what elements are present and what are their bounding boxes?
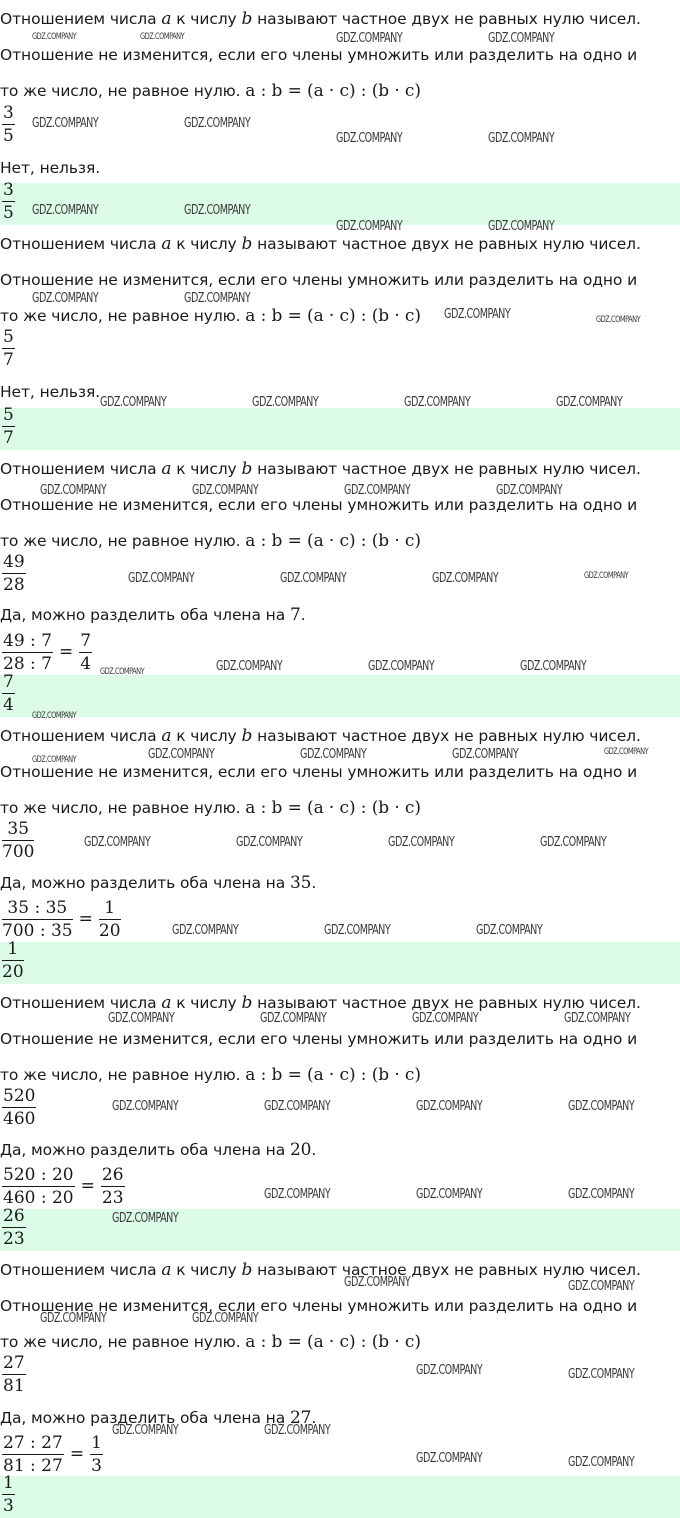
rule-definition (0, 229, 641, 259)
answer-highlight (0, 675, 680, 717)
watermark: GDZ.COMPANY (388, 835, 455, 850)
rule-text: называют частное двух не равных нулю чисел. (252, 460, 641, 478)
task-fraction-numerator: 27 (3, 1353, 25, 1373)
rule-property: Отношение не изменится, если его члены умножить или разделить на одно и (0, 46, 638, 64)
watermark: GDZ.COMPANY (452, 747, 519, 762)
rule-text: называют частное двух не равных нулю чисел. (252, 727, 641, 745)
watermark: GDZ.COMPANY (324, 923, 391, 938)
answer-text: Да, можно разделить оба члена на (0, 1409, 290, 1427)
reduction-fraction (2, 897, 73, 941)
watermark: GDZ.COMPANY (264, 1099, 331, 1114)
reduction-denominator: 28 : 7 (3, 653, 52, 674)
final-answer-fraction-denominator: 20 (2, 962, 24, 982)
rule-definition (0, 1255, 641, 1285)
reduction-calculation (2, 630, 92, 674)
result-numerator: 26 (101, 1164, 124, 1185)
rule-property-cont (0, 1060, 421, 1090)
watermark: GDZ.COMPANY (192, 483, 259, 498)
task-fraction-numerator: 3 (3, 103, 14, 123)
watermark: GDZ.COMPANY (184, 116, 251, 131)
variable-a: a (161, 993, 172, 1013)
watermark: GDZ.COMPANY (40, 483, 107, 498)
watermark: GDZ.COMPANY (556, 395, 623, 410)
property-formula: a : b = (a · c) : (b · c) (245, 306, 421, 326)
divisor: 27 (289, 1408, 312, 1428)
property-formula: a : b = (a · c) : (b · c) (245, 1332, 421, 1352)
task-fraction (2, 1085, 36, 1133)
task-fraction-denominator: 460 (3, 1109, 36, 1129)
rule-text: называют частное двух не равных нулю чисел. (252, 994, 641, 1012)
variable-b: b (241, 993, 253, 1013)
watermark: GDZ.COMPANY (568, 1455, 635, 1470)
final-answer-fraction-numerator: 1 (7, 939, 19, 959)
watermark: GDZ.COMPANY (112, 1099, 179, 1114)
watermark: GDZ.COMPANY (32, 116, 99, 131)
watermark: GDZ.COMPANY (252, 395, 319, 410)
rule-property-cont (0, 793, 421, 823)
period: . (300, 606, 306, 624)
watermark: GDZ.COMPANY (344, 1275, 411, 1290)
watermark: GDZ.COMPANY (300, 747, 367, 762)
answer-text: Да, можно разделить оба члена на (0, 606, 290, 624)
watermark: GDZ.COMPANY (32, 203, 99, 218)
watermark: GDZ.COMPANY (368, 659, 435, 674)
rule-text: Отношением числа (0, 10, 162, 28)
answer-text: Да, можно разделить оба члена на (0, 1141, 290, 1159)
watermark: GDZ.COMPANY (416, 1187, 483, 1202)
final-answer-fraction-denominator: 4 (3, 695, 14, 715)
watermark: GDZ.COMPANY (84, 835, 151, 850)
reduction-numerator: 49 : 7 (3, 630, 52, 651)
reduction-numerator: 35 : 35 (7, 897, 68, 918)
watermark: GDZ.COMPANY (336, 219, 403, 234)
equals-sign: = (78, 909, 93, 929)
result-fraction (101, 1164, 125, 1208)
watermark: GDZ.COMPANY (488, 131, 555, 146)
watermark: GDZ.COMPANY (336, 131, 403, 146)
rule-text: Отношением числа (0, 460, 162, 478)
result-denominator: 3 (91, 1455, 102, 1476)
final-answer-fraction-denominator: 5 (3, 203, 14, 223)
watermark: GDZ.COMPANY (416, 1363, 483, 1378)
reduction-calculation (2, 1164, 125, 1208)
task-fraction (2, 326, 15, 374)
property-formula: a : b = (a · c) : (b · c) (245, 1065, 421, 1085)
property-formula: a : b = (a · c) : (b · c) (245, 531, 421, 551)
result-fraction (99, 897, 121, 941)
watermark: GDZ.COMPANY (520, 659, 587, 674)
reduction-denominator: 460 : 20 (3, 1187, 74, 1208)
answer-highlight (0, 1209, 680, 1251)
watermark: GDZ.COMPANY (344, 483, 411, 498)
final-answer-fraction-numerator: 5 (3, 405, 14, 425)
task-fraction-denominator: 5 (3, 126, 14, 146)
watermark: GDZ.COMPANY (264, 1423, 331, 1438)
divisor: 35 (289, 873, 312, 893)
final-answer-fraction-numerator: 1 (3, 1473, 14, 1493)
watermark: GDZ.COMPANY (32, 291, 99, 306)
task-fraction (2, 102, 15, 150)
watermark: GDZ.COMPANY (432, 571, 499, 586)
task-fraction (2, 1352, 26, 1400)
watermark: GDZ.COMPANY (416, 1451, 483, 1466)
watermark: GDZ.COMPANY (32, 711, 77, 721)
rule-property: Отношение не изменится, если его члены умножить или разделить на одно и (0, 496, 638, 514)
rule-property-cont (0, 301, 421, 331)
final-answer-fraction-denominator: 23 (3, 1229, 25, 1249)
result-denominator: 23 (101, 1187, 124, 1208)
rule-property-cont (0, 76, 421, 106)
reduction-numerator: 520 : 20 (3, 1164, 74, 1185)
watermark: GDZ.COMPANY (112, 1423, 179, 1438)
watermark: GDZ.COMPANY (128, 571, 195, 586)
rule-definition (0, 4, 641, 34)
task-fraction (2, 818, 34, 866)
watermark: GDZ.COMPANY (108, 1011, 175, 1026)
final-answer-fraction (2, 671, 15, 717)
rule-text: называют частное двух не равных нулю чисел. (252, 1261, 641, 1279)
watermark: GDZ.COMPANY (596, 315, 641, 325)
watermark: GDZ.COMPANY (172, 923, 239, 938)
result-fraction (90, 1432, 103, 1476)
watermark: GDZ.COMPANY (568, 1279, 635, 1294)
task-fraction-denominator: 7 (3, 350, 14, 370)
variable-a: a (161, 726, 172, 746)
task-fraction-denominator: 81 (3, 1376, 25, 1396)
reduction-denominator: 700 : 35 (2, 920, 73, 941)
rule-text: то же число, не равное нулю. (0, 82, 246, 100)
final-answer-fraction-denominator: 7 (3, 428, 14, 448)
reduction-fraction (2, 1164, 75, 1208)
rule-property-cont (0, 1327, 421, 1357)
variable-a: a (161, 459, 172, 479)
answer-highlight (0, 942, 680, 984)
task-answer-note (0, 1403, 316, 1433)
final-answer-fraction-denominator: 3 (3, 1496, 14, 1516)
task-answer-note (0, 377, 100, 407)
watermark: GDZ.COMPANY (476, 923, 543, 938)
watermark: GDZ.COMPANY (32, 755, 77, 765)
reduction-calculation (2, 897, 121, 941)
reduction-fraction (2, 630, 53, 674)
watermark: GDZ.COMPANY (140, 32, 185, 42)
rule-text: Отношением числа (0, 727, 162, 745)
task-fraction-numerator: 520 (3, 1086, 36, 1106)
rule-property: Отношение не изменится, если его члены умножить или разделить на одно и (0, 271, 638, 289)
variable-b: b (241, 234, 253, 254)
task-fraction-denominator: 28 (3, 575, 25, 595)
rule-text: называют частное двух не равных нулю чисел. (252, 10, 641, 28)
rule-text: к числу (171, 235, 242, 253)
final-answer-fraction (2, 1205, 26, 1251)
rule-text: к числу (171, 460, 242, 478)
watermark: GDZ.COMPANY (416, 1099, 483, 1114)
watermark: GDZ.COMPANY (264, 1187, 331, 1202)
variable-b: b (241, 1260, 253, 1280)
watermark: GDZ.COMPANY (568, 1367, 635, 1382)
rule-text: называют частное двух не равных нулю чисел. (252, 235, 641, 253)
watermark: GDZ.COMPANY (112, 1211, 179, 1226)
task-fraction-numerator: 49 (3, 552, 25, 572)
result-denominator: 4 (80, 653, 92, 674)
final-answer-fraction (2, 938, 24, 984)
watermark: GDZ.COMPANY (540, 835, 607, 850)
task-answer-note (0, 600, 305, 630)
watermark: GDZ.COMPANY (444, 307, 511, 322)
result-numerator: 7 (80, 630, 92, 651)
answer-text: Нет, нельзя. (0, 159, 101, 177)
task-answer-note (0, 1135, 316, 1165)
task-fraction (2, 551, 26, 599)
final-answer-fraction-numerator: 26 (3, 1206, 25, 1226)
result-numerator: 1 (91, 1432, 102, 1453)
divisor: 20 (289, 1140, 312, 1160)
result-numerator: 1 (104, 897, 116, 918)
watermark: GDZ.COMPANY (604, 747, 649, 757)
watermark: GDZ.COMPANY (404, 395, 471, 410)
answer-highlight (0, 1476, 680, 1518)
rule-text: к числу (171, 727, 242, 745)
watermark: GDZ.COMPANY (184, 203, 251, 218)
rule-property-cont (0, 526, 421, 556)
equals-sign: = (80, 1176, 95, 1196)
watermark: GDZ.COMPANY (568, 1099, 635, 1114)
variable-b: b (241, 726, 253, 746)
period: . (311, 1141, 317, 1159)
equals-sign: = (69, 1444, 85, 1464)
property-formula: a : b = (a · c) : (b · c) (245, 81, 421, 101)
final-answer-fraction (2, 179, 15, 225)
task-answer-note (0, 868, 316, 898)
task-answer-note (0, 153, 100, 183)
watermark: GDZ.COMPANY (584, 571, 629, 581)
variable-b: b (241, 9, 253, 29)
rule-text: то же число, не равное нулю. (0, 1333, 246, 1351)
rule-text: то же число, не равное нулю. (0, 307, 246, 325)
result-fraction (79, 630, 92, 674)
task-fraction-numerator: 35 (7, 819, 30, 839)
watermark: GDZ.COMPANY (564, 1011, 631, 1026)
rule-definition (0, 454, 641, 484)
period: . (311, 874, 317, 892)
rule-definition (0, 721, 641, 751)
watermark: GDZ.COMPANY (40, 1311, 107, 1326)
reduction-denominator: 81 : 27 (3, 1455, 63, 1476)
final-answer-fraction (2, 404, 15, 450)
answer-text: Нет, нельзя. (0, 383, 101, 401)
answer-text: Да, можно разделить оба члена на (0, 874, 290, 892)
variable-a: a (161, 9, 172, 29)
watermark: GDZ.COMPANY (192, 1311, 259, 1326)
rule-text: Отношением числа (0, 235, 162, 253)
watermark: GDZ.COMPANY (236, 835, 303, 850)
final-answer-fraction-numerator: 3 (3, 180, 14, 200)
watermark: GDZ.COMPANY (496, 483, 563, 498)
rule-text: то же число, не равное нулю. (0, 1066, 246, 1084)
rule-definition (0, 988, 641, 1018)
reduction-calculation (2, 1432, 103, 1476)
watermark: GDZ.COMPANY (216, 659, 283, 674)
rule-property: Отношение не изменится, если его члены умножить или разделить на одно и (0, 1030, 638, 1048)
variable-b: b (241, 459, 253, 479)
watermark: GDZ.COMPANY (568, 1187, 635, 1202)
watermark: GDZ.COMPANY (148, 747, 215, 762)
answer-highlight (0, 408, 680, 450)
result-denominator: 20 (98, 920, 121, 941)
rule-property: Отношение не изменится, если его члены умножить или разделить на одно и (0, 763, 638, 781)
variable-a: a (161, 1260, 172, 1280)
final-answer-fraction (2, 1472, 15, 1518)
rule-text: то же число, не равное нулю. (0, 532, 246, 550)
rule-text: Отношением числа (0, 1261, 162, 1279)
reduction-fraction (2, 1432, 64, 1476)
watermark: GDZ.COMPANY (100, 667, 145, 677)
period: . (311, 1409, 317, 1427)
answer-highlight (0, 183, 680, 225)
watermark: GDZ.COMPANY (280, 571, 347, 586)
watermark: GDZ.COMPANY (488, 31, 555, 46)
variable-a: a (161, 234, 172, 254)
rule-text: то же число, не равное нулю. (0, 799, 246, 817)
rule-text: к числу (171, 1261, 242, 1279)
divisor: 7 (289, 605, 301, 625)
equals-sign: = (58, 642, 74, 662)
task-fraction-numerator: 5 (3, 327, 14, 347)
property-formula: a : b = (a · c) : (b · c) (245, 798, 421, 818)
reduction-numerator: 27 : 27 (3, 1432, 63, 1453)
rule-text: к числу (171, 10, 242, 28)
watermark: GDZ.COMPANY (260, 1011, 327, 1026)
task-fraction-denominator: 700 (2, 842, 35, 862)
watermark: GDZ.COMPANY (488, 219, 555, 234)
watermark: GDZ.COMPANY (100, 395, 167, 410)
watermark: GDZ.COMPANY (184, 291, 251, 306)
watermark: GDZ.COMPANY (32, 32, 77, 42)
rule-property: Отношение не изменится, если его члены умножить или разделить на одно и (0, 1297, 638, 1315)
watermark: GDZ.COMPANY (336, 31, 403, 46)
rule-text: Отношением числа (0, 994, 162, 1012)
final-answer-fraction-numerator: 7 (3, 672, 14, 692)
watermark: GDZ.COMPANY (412, 1011, 479, 1026)
rule-text: к числу (171, 994, 242, 1012)
